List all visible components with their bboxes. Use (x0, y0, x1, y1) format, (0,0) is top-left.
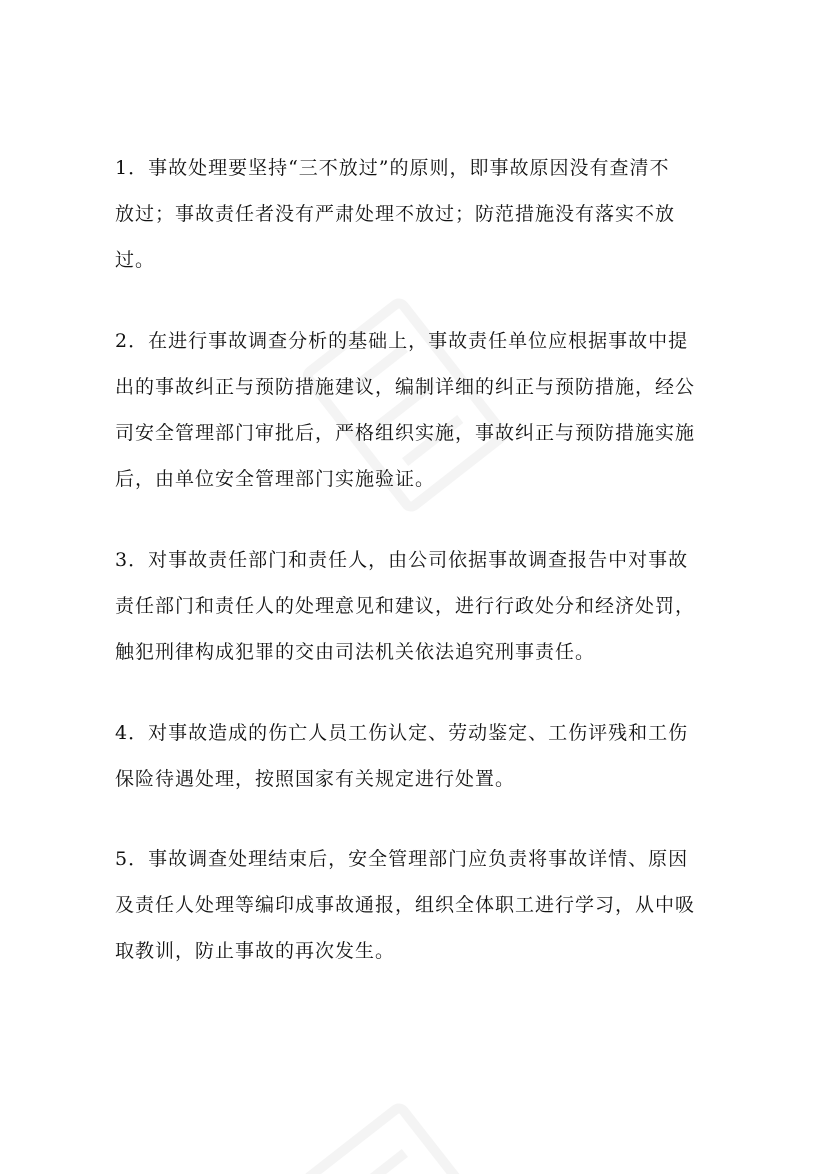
paragraph-line: 后，由单位安全管理部门实施验证。 (115, 468, 436, 490)
paragraph-line: 4．对事故造成的伤亡人员工伤认定、劳动鉴定、工伤评残和工伤 (115, 722, 689, 744)
paragraph-line: 司安全管理部门审批后，严格组织实施，事故纠正与预防措施实施 (115, 422, 696, 444)
paragraph-5 (115, 836, 715, 974)
paragraph-line: 责任部门和责任人的处理意见和建议，进行行政处分和经济处罚， (115, 595, 696, 617)
paragraph-line: 1．事故处理要坚持“三不放过”的原则，即事故原因没有查清不 (115, 157, 670, 179)
paragraph-line: 出的事故纠正与预防措施建议，编制详细的纠正与预防措施，经公 (115, 376, 696, 398)
watermark-stamp-icon-bottom (300, 1085, 510, 1174)
paragraph-line: 3．对事故责任部门和责任人，由公司依据事故调查报告中对事故 (115, 549, 689, 571)
paragraph-1 (115, 145, 715, 283)
paragraph-line: 保险待遇处理，按照国家有关规定进行处置。 (115, 768, 516, 790)
paragraph-line: 过。 (115, 249, 156, 271)
paragraph-4 (115, 710, 715, 802)
paragraph-line: 取教训，防止事故的再次发生。 (115, 940, 396, 962)
paragraph-line: 5．事故调查处理结束后，安全管理部门应负责将事故详情、原因 (115, 848, 689, 870)
paragraph-line: 2．在进行事故调查分析的基础上，事故责任单位应根据事故中提 (115, 330, 689, 352)
paragraph-line: 触犯刑律构成犯罪的交由司法机关依法追究刑事责任。 (115, 641, 596, 663)
paragraph-2 (115, 318, 715, 502)
paragraph-line: 放过；事故责任者没有严肃处理不放过；防范措施没有落实不放 (115, 203, 676, 225)
paragraph-line: 及责任人处理等编印成事故通报，组织全体职工进行学习，从中吸 (115, 894, 696, 916)
paragraph-3 (115, 537, 715, 675)
